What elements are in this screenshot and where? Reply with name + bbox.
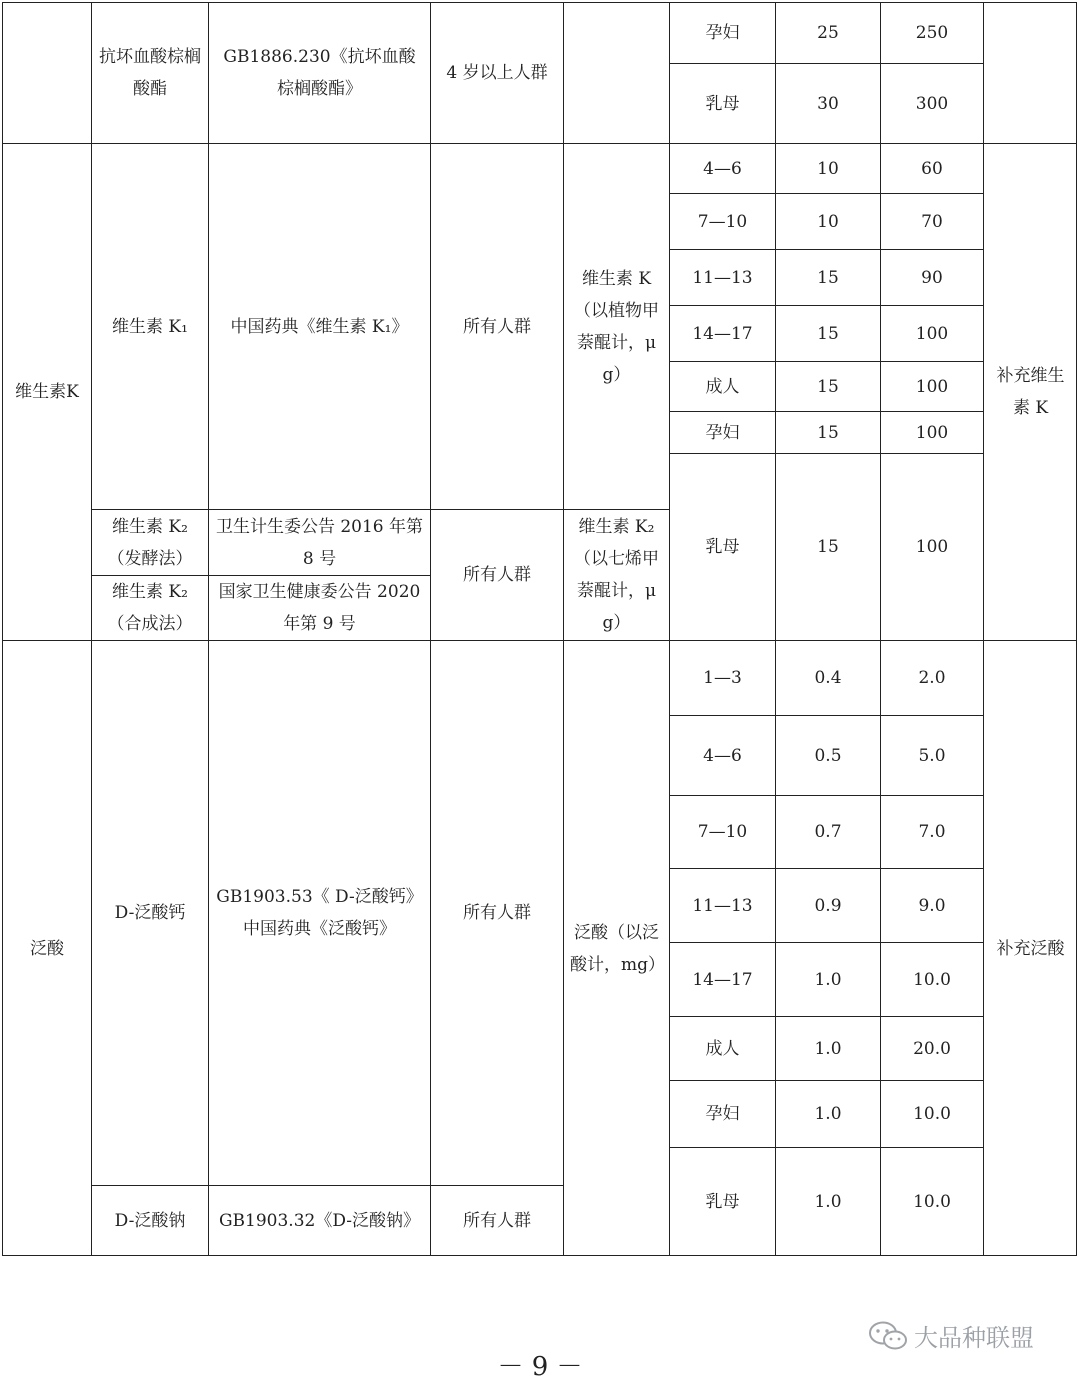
row-min: 10 bbox=[817, 211, 839, 232]
standard-cell-na: GB1903.32《D-泛酸钠》 bbox=[208, 1185, 430, 1256]
row-max: 9.0 bbox=[918, 895, 946, 916]
row-group: 7—10 bbox=[697, 211, 748, 232]
row-min: 0.7 bbox=[814, 822, 842, 842]
row-group: 4—6 bbox=[703, 745, 742, 766]
row-max: 7.0 bbox=[918, 822, 946, 842]
row-max: 2.0 bbox=[918, 668, 946, 688]
row-max: 100 bbox=[915, 537, 949, 557]
population-cell-k1: 所有人群 bbox=[430, 143, 563, 509]
row-min: 1.0 bbox=[814, 969, 842, 990]
population-cell: 4 岁以上人群 bbox=[430, 2, 563, 143]
row-max: 300 bbox=[915, 93, 949, 114]
row-group: 成人 bbox=[705, 1038, 740, 1059]
row-min: 1.0 bbox=[814, 1038, 842, 1059]
row-group: 1—3 bbox=[703, 668, 742, 688]
unit-cell-pantothenic: 泛酸（以泛酸计，mg） bbox=[563, 640, 669, 1256]
row-min: 1.0 bbox=[814, 1104, 842, 1124]
row-min: 15 bbox=[817, 267, 839, 288]
population-cell-ca: 所有人群 bbox=[430, 640, 563, 1185]
row-min: 0.9 bbox=[814, 895, 842, 916]
category-cell-vitamin-k: 维生素K bbox=[2, 143, 91, 640]
unit-cell-k: 维生素 K（以植物甲萘醌计，μg） bbox=[563, 143, 669, 509]
page-number: － 9 － bbox=[497, 1352, 583, 1382]
row-group: 7—10 bbox=[697, 822, 748, 842]
row-min: 15 bbox=[817, 323, 839, 344]
row-min: 30 bbox=[817, 93, 839, 114]
row-min: 0.5 bbox=[814, 745, 842, 766]
substance-cell-ca: D-泛酸钙 bbox=[91, 640, 208, 1185]
row-max: 60 bbox=[921, 158, 943, 179]
row-min: 0.4 bbox=[814, 668, 842, 688]
row-group: 11—13 bbox=[692, 267, 753, 288]
row-group: 孕妇 bbox=[705, 23, 740, 43]
row-group: 成人 bbox=[705, 376, 740, 397]
substance-cell: 抗坏血酸棕榈酸酯 bbox=[91, 2, 208, 143]
row-group: 14—17 bbox=[692, 323, 753, 344]
row-max: 70 bbox=[921, 211, 943, 232]
row-max: 5.0 bbox=[918, 745, 946, 766]
row-min: 15 bbox=[817, 376, 839, 397]
unit-cell-k2: 维生素 K₂（以七烯甲萘醌计，μg） bbox=[563, 509, 669, 640]
row-max: 90 bbox=[921, 267, 943, 288]
standard-cell-k1: 中国药典《维生素 K₁》 bbox=[208, 143, 430, 509]
row-max: 100 bbox=[915, 422, 949, 443]
watermark-text: 大品种联盟 bbox=[914, 1324, 1034, 1352]
function-cell-pantothenic: 补充泛酸 bbox=[983, 640, 1077, 1256]
category-cell-pantothenic: 泛酸 bbox=[2, 640, 91, 1256]
row-group: 乳母 bbox=[705, 537, 740, 557]
row-min: 15 bbox=[817, 422, 839, 443]
function-cell-vitamin-k: 补充维生素 K bbox=[983, 143, 1077, 640]
row-max: 10.0 bbox=[913, 1104, 951, 1124]
row-group: 14—17 bbox=[692, 969, 753, 990]
substance-cell-k2-ferment: 维生素 K₂（发酵法） bbox=[91, 509, 208, 575]
row-group: 乳母 bbox=[705, 1192, 740, 1212]
population-cell-na: 所有人群 bbox=[430, 1185, 563, 1256]
standard-cell-ca: GB1903.53《 D-泛酸钙》中国药典《泛酸钙》 bbox=[208, 640, 430, 1185]
row-min: 10 bbox=[817, 158, 839, 179]
row-group: 乳母 bbox=[705, 93, 740, 114]
standard-cell: GB1886.230《抗坏血酸棕榈酸酯》 bbox=[208, 2, 430, 143]
row-group: 11—13 bbox=[692, 895, 753, 916]
row-min: 15 bbox=[817, 537, 839, 557]
row-group: 孕妇 bbox=[705, 422, 740, 443]
population-cell-k2: 所有人群 bbox=[430, 509, 563, 640]
substance-cell-k1: 维生素 K₁ bbox=[91, 143, 208, 509]
row-max: 10.0 bbox=[913, 1192, 951, 1212]
row-min: 1.0 bbox=[814, 1192, 842, 1212]
row-max: 100 bbox=[915, 323, 949, 344]
row-group: 4—6 bbox=[703, 158, 742, 179]
substance-cell-na: D-泛酸钠 bbox=[91, 1185, 208, 1256]
row-max: 100 bbox=[915, 376, 949, 397]
row-group: 孕妇 bbox=[705, 1104, 740, 1124]
standard-cell-k2-ferment: 卫生计生委公告 2016 年第 8 号 bbox=[208, 509, 430, 575]
row-max: 250 bbox=[915, 23, 949, 43]
substance-cell-k2-synth: 维生素 K₂（合成法） bbox=[91, 575, 208, 640]
row-max: 20.0 bbox=[913, 1038, 951, 1059]
table-frame bbox=[2, 2, 1077, 1256]
standard-cell-k2-synth: 国家卫生健康委公告 2020 年第 9 号 bbox=[208, 575, 430, 640]
row-min: 25 bbox=[817, 23, 839, 43]
row-max: 10.0 bbox=[913, 969, 951, 990]
